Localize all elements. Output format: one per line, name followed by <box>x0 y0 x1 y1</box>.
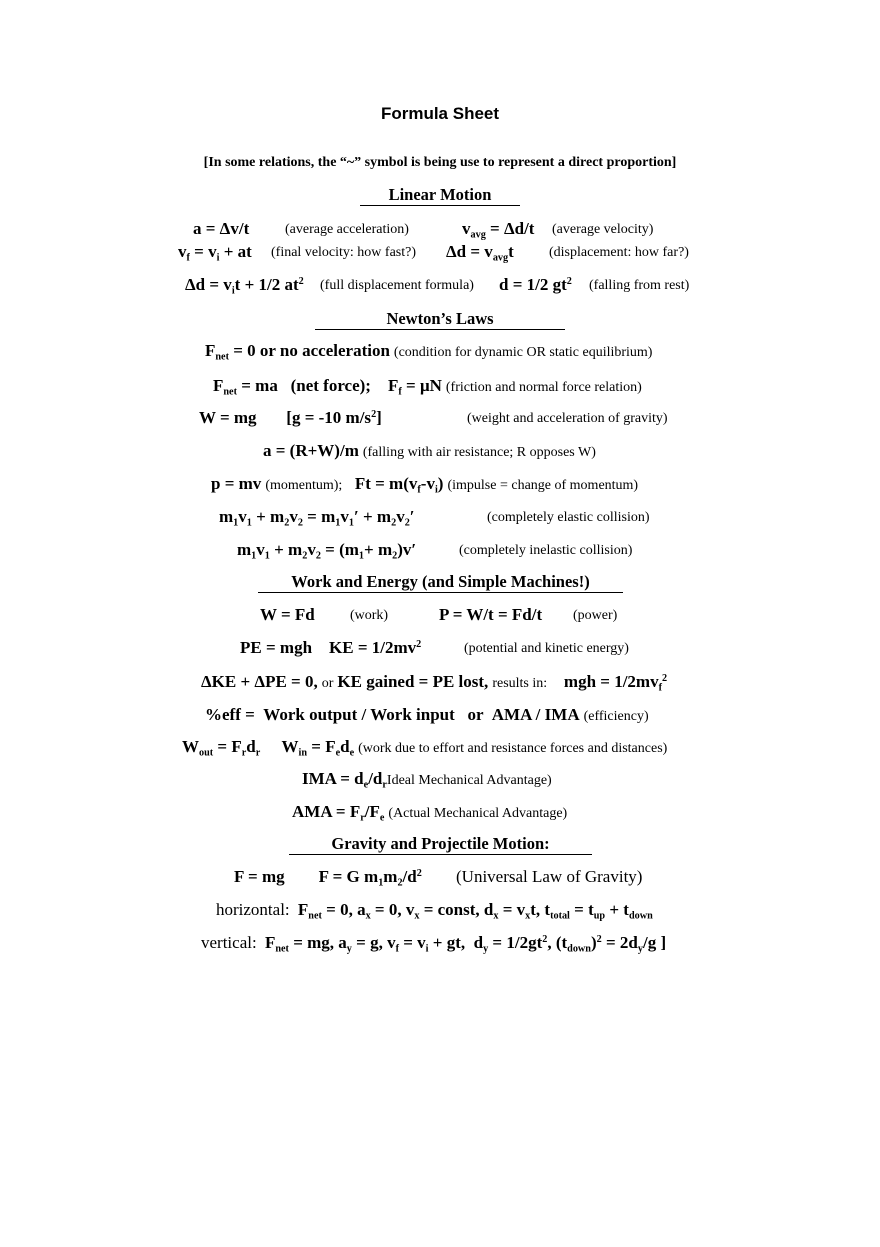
formula-ama: AMA = $F_r/F_e$ (Actual Mechanical Advantage) <box>292 802 568 824</box>
comment-gravity-law: (Universal Law of Gravity) <box>456 867 643 886</box>
formula-net-force: $F_{net}$ = ma (net force); $F_f = \mu N$ (friction and normal force relation) <box>213 376 642 398</box>
formula-horizontal: horizontal: $F_{net} = 0$, $a_x = 0$, $v_x$ = const, $d_x = v_xt$, $t_{total} = t_{up} + t_{down}$ <box>216 900 653 922</box>
formula-pe-ke: PE = mgh KE = $1/2mv^2$ <box>240 638 422 657</box>
formula-work-in-out: $W_{out} = F_rd_r$ $W_{in} = F_ed_e$ (work due to effort and resistance forces and distances) <box>182 737 668 759</box>
comment-full-displacement: (full displacement formula) <box>320 278 474 293</box>
formula-power: P = W/t = Fd/t <box>439 605 543 624</box>
formula-final-velocity: $v_f = v_i$ + at <box>178 242 252 264</box>
comment-final-velocity: (final velocity: how fast?) <box>271 245 417 260</box>
page-title: Formula Sheet <box>380 104 500 123</box>
comment-avg-acceleration: (average acceleration) <box>285 222 409 237</box>
comment-work-forces: (work due to effort and resistance forces and distances) <box>358 741 668 756</box>
comment-ama: (Actual Mechanical Advantage) <box>388 806 568 821</box>
comment-efficiency: (efficiency) <box>583 709 649 724</box>
proportion-note: [In some relations, the “~” symbol is being use to represent a direct proportion] <box>203 155 677 170</box>
formula-avg-acceleration: a = Δv/t <box>193 219 250 238</box>
comment-pe-ke: (potential and kinetic energy) <box>464 641 629 656</box>
section-work-energy: Work and Energy (and Simple Machines!) <box>258 573 623 593</box>
formula-weight: W = mg [g = -10 $m/s^2$] <box>199 408 382 427</box>
formula-ima: IMA = $d_e/d_rIdeal$ Mechanical Advantage) <box>302 769 552 791</box>
formula-falling-rest: d = 1/2 $gt^2$ <box>499 275 572 294</box>
comment-falling-rest: (falling from rest) <box>589 278 690 293</box>
comment-inelastic-collision: (completely inelastic collision) <box>459 543 633 558</box>
formula-energy-conservation: ΔKE + ΔPE = 0, or KE gained = PE lost, results in: mgh = $1/2mv_f^2$ <box>201 672 668 694</box>
comment-friction: (friction and normal force relation) <box>445 380 642 395</box>
formula-equilibrium: $F_{net} = 0$ or no acceleration (condition for dynamic OR static equilibrium) <box>205 341 653 363</box>
comment-results-in: results in: <box>492 676 548 691</box>
formula-efficiency: %eff = Work output / Work input or AMA / IMA (efficiency) <box>205 705 649 724</box>
section-gravity-projectile: Gravity and Projectile Motion: <box>289 835 592 855</box>
comment-avg-velocity: (average velocity) <box>552 222 654 237</box>
comment-or: or <box>321 676 334 691</box>
formula-vertical: vertical: $F_{net}$ = mg, $a_y = g$, $v_f = v_i$ + gt, $d_y = 1/2gt^2$, $(t_{down})^2 = 2d_y/g$ ] <box>201 933 667 955</box>
section-linear-motion: Linear Motion <box>360 186 520 206</box>
formula-air-resistance: a = (R+W)/m (falling with air resistance; R opposes W) <box>263 441 596 460</box>
comment-power: (power) <box>573 608 618 623</box>
formula-avg-velocity: $v_{avg} = \Delta d/t$ <box>462 219 535 241</box>
formula-elastic-collision: $m_1v_1 + m_2v_2 = m_1v_1' + m_2v_2'$ <box>219 507 415 529</box>
comment-momentum: (momentum); <box>265 478 343 493</box>
formula-momentum: p = mv (momentum); $Ft = m(v_f-v_i)$ (impulse = change of momentum) <box>211 474 639 496</box>
label-horizontal: horizontal: <box>216 900 290 919</box>
comment-weight: (weight and acceleration of gravity) <box>467 411 668 426</box>
formula-full-displacement: $\Delta d = v_it + 1/2$ $at^2$ <box>185 275 304 297</box>
formula-gravity: F = mg F = G $m_1m_2/d^2$ <box>234 867 422 889</box>
comment-displacement: (displacement: how far?) <box>549 245 689 260</box>
comment-air-resistance: (falling with air resistance; R opposes W) <box>362 445 596 460</box>
comment-equilibrium: (condition for dynamic OR static equilibrium) <box>393 345 653 360</box>
comment-ima: Ideal Mechanical Advantage) <box>386 773 552 788</box>
comment-impulse: (impulse = change of momentum) <box>447 478 639 493</box>
label-vertical: vertical: <box>201 933 257 952</box>
formula-displacement: $\Delta d = v_{avg}t$ <box>446 242 514 264</box>
comment-elastic-collision: (completely elastic collision) <box>487 510 650 525</box>
formula-inelastic-collision: $m_1v_1 + m_2v_2 = (m_1+ m_2)v'$ <box>237 540 417 562</box>
formula-work: W = Fd <box>260 605 315 624</box>
section-newtons-laws: Newton’s Laws <box>315 310 565 330</box>
comment-work: (work) <box>350 608 389 623</box>
